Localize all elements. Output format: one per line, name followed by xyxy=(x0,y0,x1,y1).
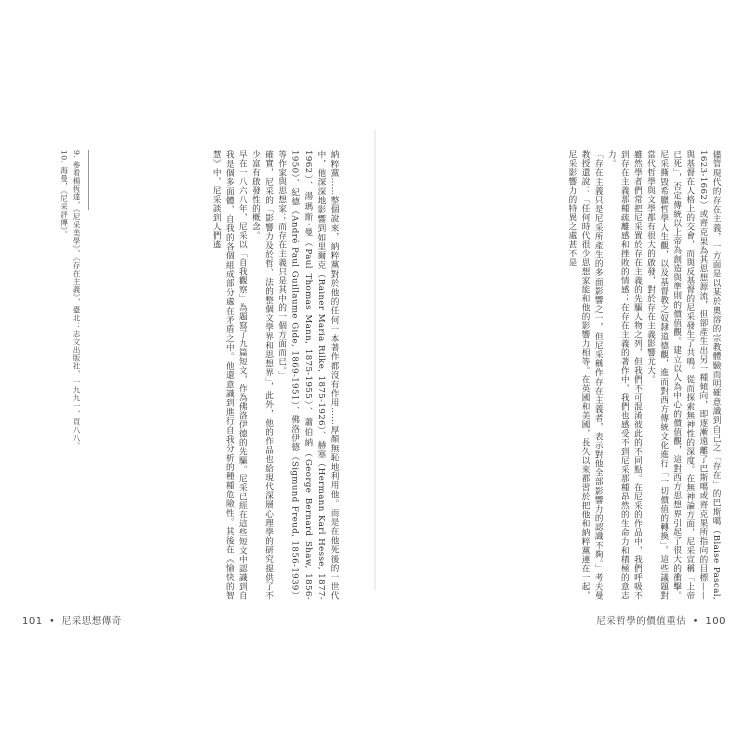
book-gutter xyxy=(374,130,376,590)
right-page-footer xyxy=(596,613,726,627)
footer-separator: • xyxy=(692,616,699,627)
left-page-body xyxy=(116,150,340,600)
paragraph: 儘管現代的存在主義，一方面是以某於奧溶的宗教體驗而明確意識到自己之「存在」的巴斯噶（Blaise Pascal, 1623-1662）或齊克果為其思想源流，但卻產生出另一種傾向，即逐漸遠離了巴斯噶或齊克果所指向的目標——與基督在人格上的交會，而與反基督的尼采發生了共鳴。從而探索無神性的深度。在無神論方面，尼采宣稱「上帝已死」，否定傳統以上帝為創造與準則的價值觀。建立以人為中心的價值觀，這對西方思想界引起了很大的衝擊。尼采撕毀希臘哲學人生觀，以及基督教之奴隸道德觀，進而對西方傳統文化進行「一切價值的轉換」。這些議題對當代哲學與文學都有很大的啟發，對於存在主義影響尤大。 xyxy=(645,150,721,600)
page-number: 100 xyxy=(705,616,726,627)
paragraph: 雖然學者們常把尼采置於存在主義的先驅人物之列，但我們不可混淆彼此的不同點。在尼采的作品中，我們呼吸不到存在主義那種疏離感和挫敗的情感；在存在主義的著作中，我們也感受不到尼采那種昂然的生命力和積極的意志力。 xyxy=(606,150,643,600)
footnote: 10. 海曼，《尼采評傳》。 xyxy=(59,150,69,239)
running-title: 尼采哲學的價值重估 xyxy=(596,616,687,627)
footnote-divider xyxy=(88,150,89,210)
paragraph: 納粹黨……整個說來，納粹黨對於他的任何一本著作都沒有作用……厚顏無恥地利用他。而是在他死後的一世代中，他深深地影響到如里爾克（Rainer Maria Rilke, 1875-1926）、赫塞（Hermann Karl Hesse, 1877-1962）、湯瑪斯‧曼（Paul Thomas Mann, 1875-1955）、蕭伯納（George Bernard Shaw, 1856-1950）、紀德（André Paul Guillaume Gide, 1869-1951）、佛洛伊德（Sigmund Freud, 1856-1939）等作家與思想家；而存在主義只是其中的一個方面而已。」 xyxy=(276,150,339,600)
paragraph: 早在一八六八年，尼采以「自我觀察」為題寫了九篇短文，作為佛洛伊德的先驅。尼采已經在這些短文中認識到自我是個多面體，自我的各個組成部分處在矛盾之中。他還意識到進行自我分析的種種危險性。其後在《愉快的智慧》中，尼采談到人們遙 xyxy=(211,150,248,600)
footnotes xyxy=(44,150,82,600)
paragraph: 「存在主義只是尼采所產生的多面影響之一，但尼采稱作存在主義者，表示對他全部影響力的認識不夠。」考夫曼教授還說：「任何時代很少思想家能和他的影響力相等。在英國和美國，長久以來都習於把他和納粹黨連在一起，尼采影響力的特異之處甚不是 xyxy=(566,150,604,600)
page-number: 101 xyxy=(22,616,43,627)
running-title: 尼采思想傳奇 xyxy=(61,616,122,627)
left-page-footer xyxy=(22,613,122,627)
right-page-body xyxy=(428,150,722,600)
footer-separator: • xyxy=(49,616,56,627)
paragraph: 確實，尼采的「影響力及於哲、法的整個文學界和思想界」，此外，他的作品也給現代深層心理學的研究提供了不少富有啟發性的概念。 xyxy=(250,150,274,600)
footnote: 9. 參看楊恆達，《尼采美學》，《存在主義》，臺北：志文出版社，一九九一，頁八八。 xyxy=(72,150,81,450)
